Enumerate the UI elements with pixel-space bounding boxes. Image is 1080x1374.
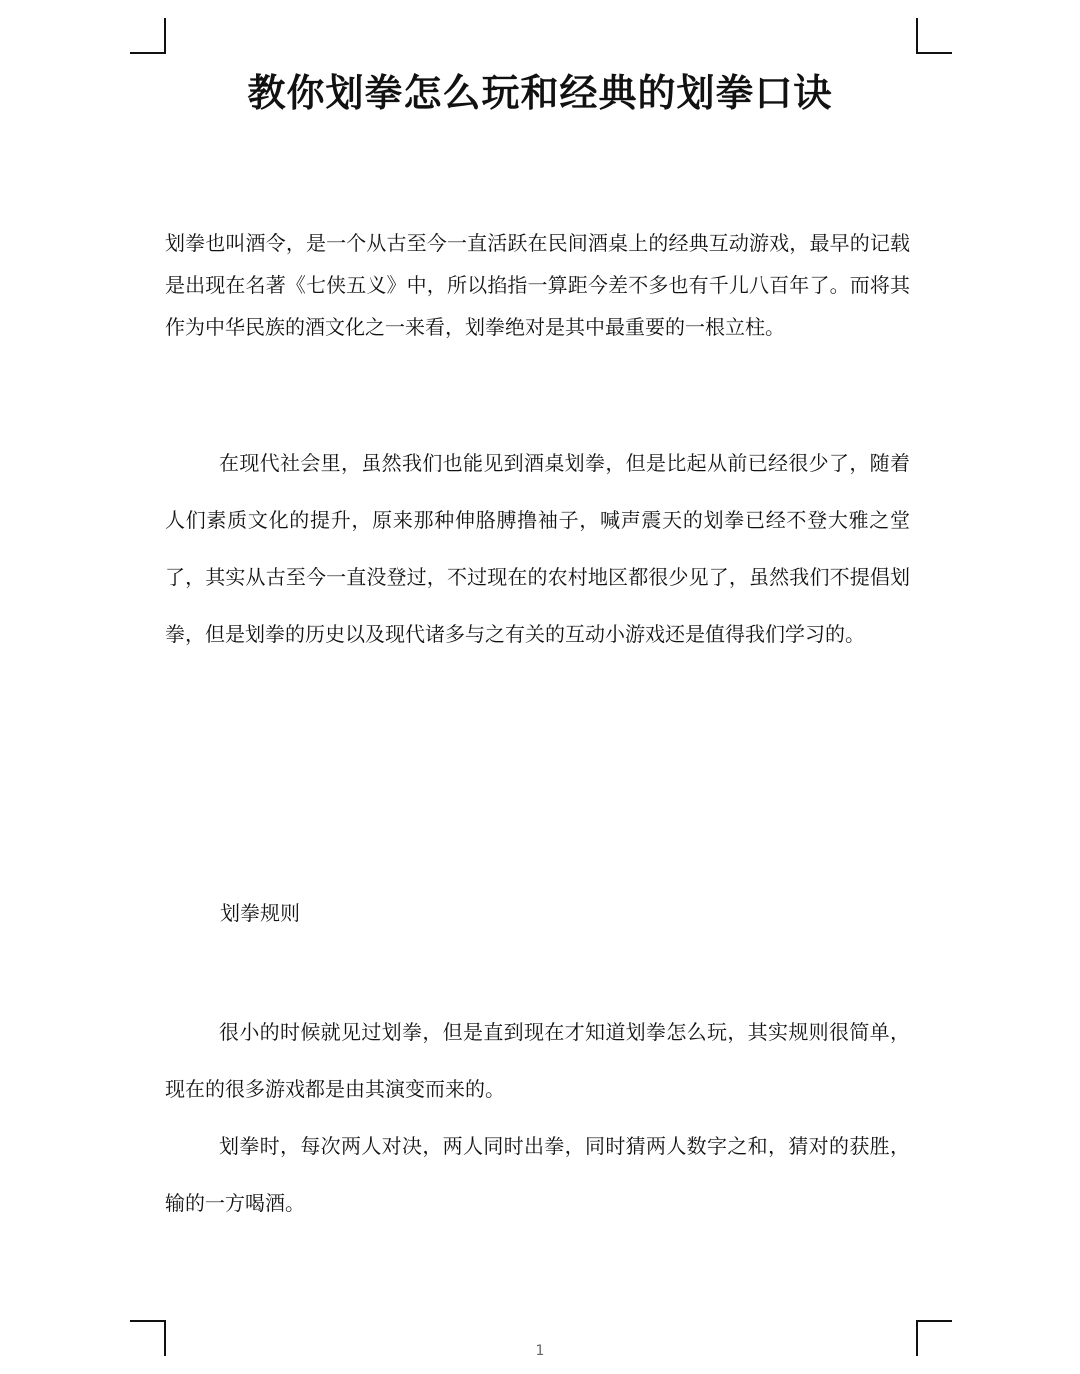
- page-number: 1: [535, 1343, 545, 1359]
- crop-mark-top-left: [130, 18, 166, 54]
- paragraph-modern: 在现代社会里，虽然我们也能见到酒桌划拳，但是比起从前已经很少了，随着人们素质文化的提升，原来那种伸胳膊撸袖子，喊声震天的划拳已经不登大雅之堂了，其实从古至今一直没登过，不过现在的农村地区都很少见了，虽然我们不提倡划拳，但是划拳的历史以及现代诸多与之有关的互动小游戏还是值得我们学习的。: [165, 451, 910, 646]
- section-heading-rules: 划拳规则: [220, 901, 300, 925]
- paragraph-rules-2: 划拳时，每次两人对决，两人同时出拳，同时猜两人数字之和，猜对的获胜，输的一方喝酒。: [165, 1134, 910, 1215]
- document-title: 教你划拳怎么玩和经典的划拳口诀: [247, 71, 833, 115]
- paragraph-rules-1: 很小的时候就见过划拳，但是直到现在才知道划拳怎么玩，其实规则很简单，现在的很多游戏都是由其演变而来的。: [165, 1020, 910, 1101]
- crop-mark-top-right: [916, 18, 952, 54]
- paragraph-intro: 划拳也叫酒令，是一个从古至今一直活跃在民间酒桌上的经典互动游戏，最早的记载是出现在名著《七侠五义》中，所以掐指一算距今差不多也有千儿八百年了。而将其作为中华民族的酒文化之一来看，划拳绝对是其中最重要的一根立柱。: [165, 231, 910, 339]
